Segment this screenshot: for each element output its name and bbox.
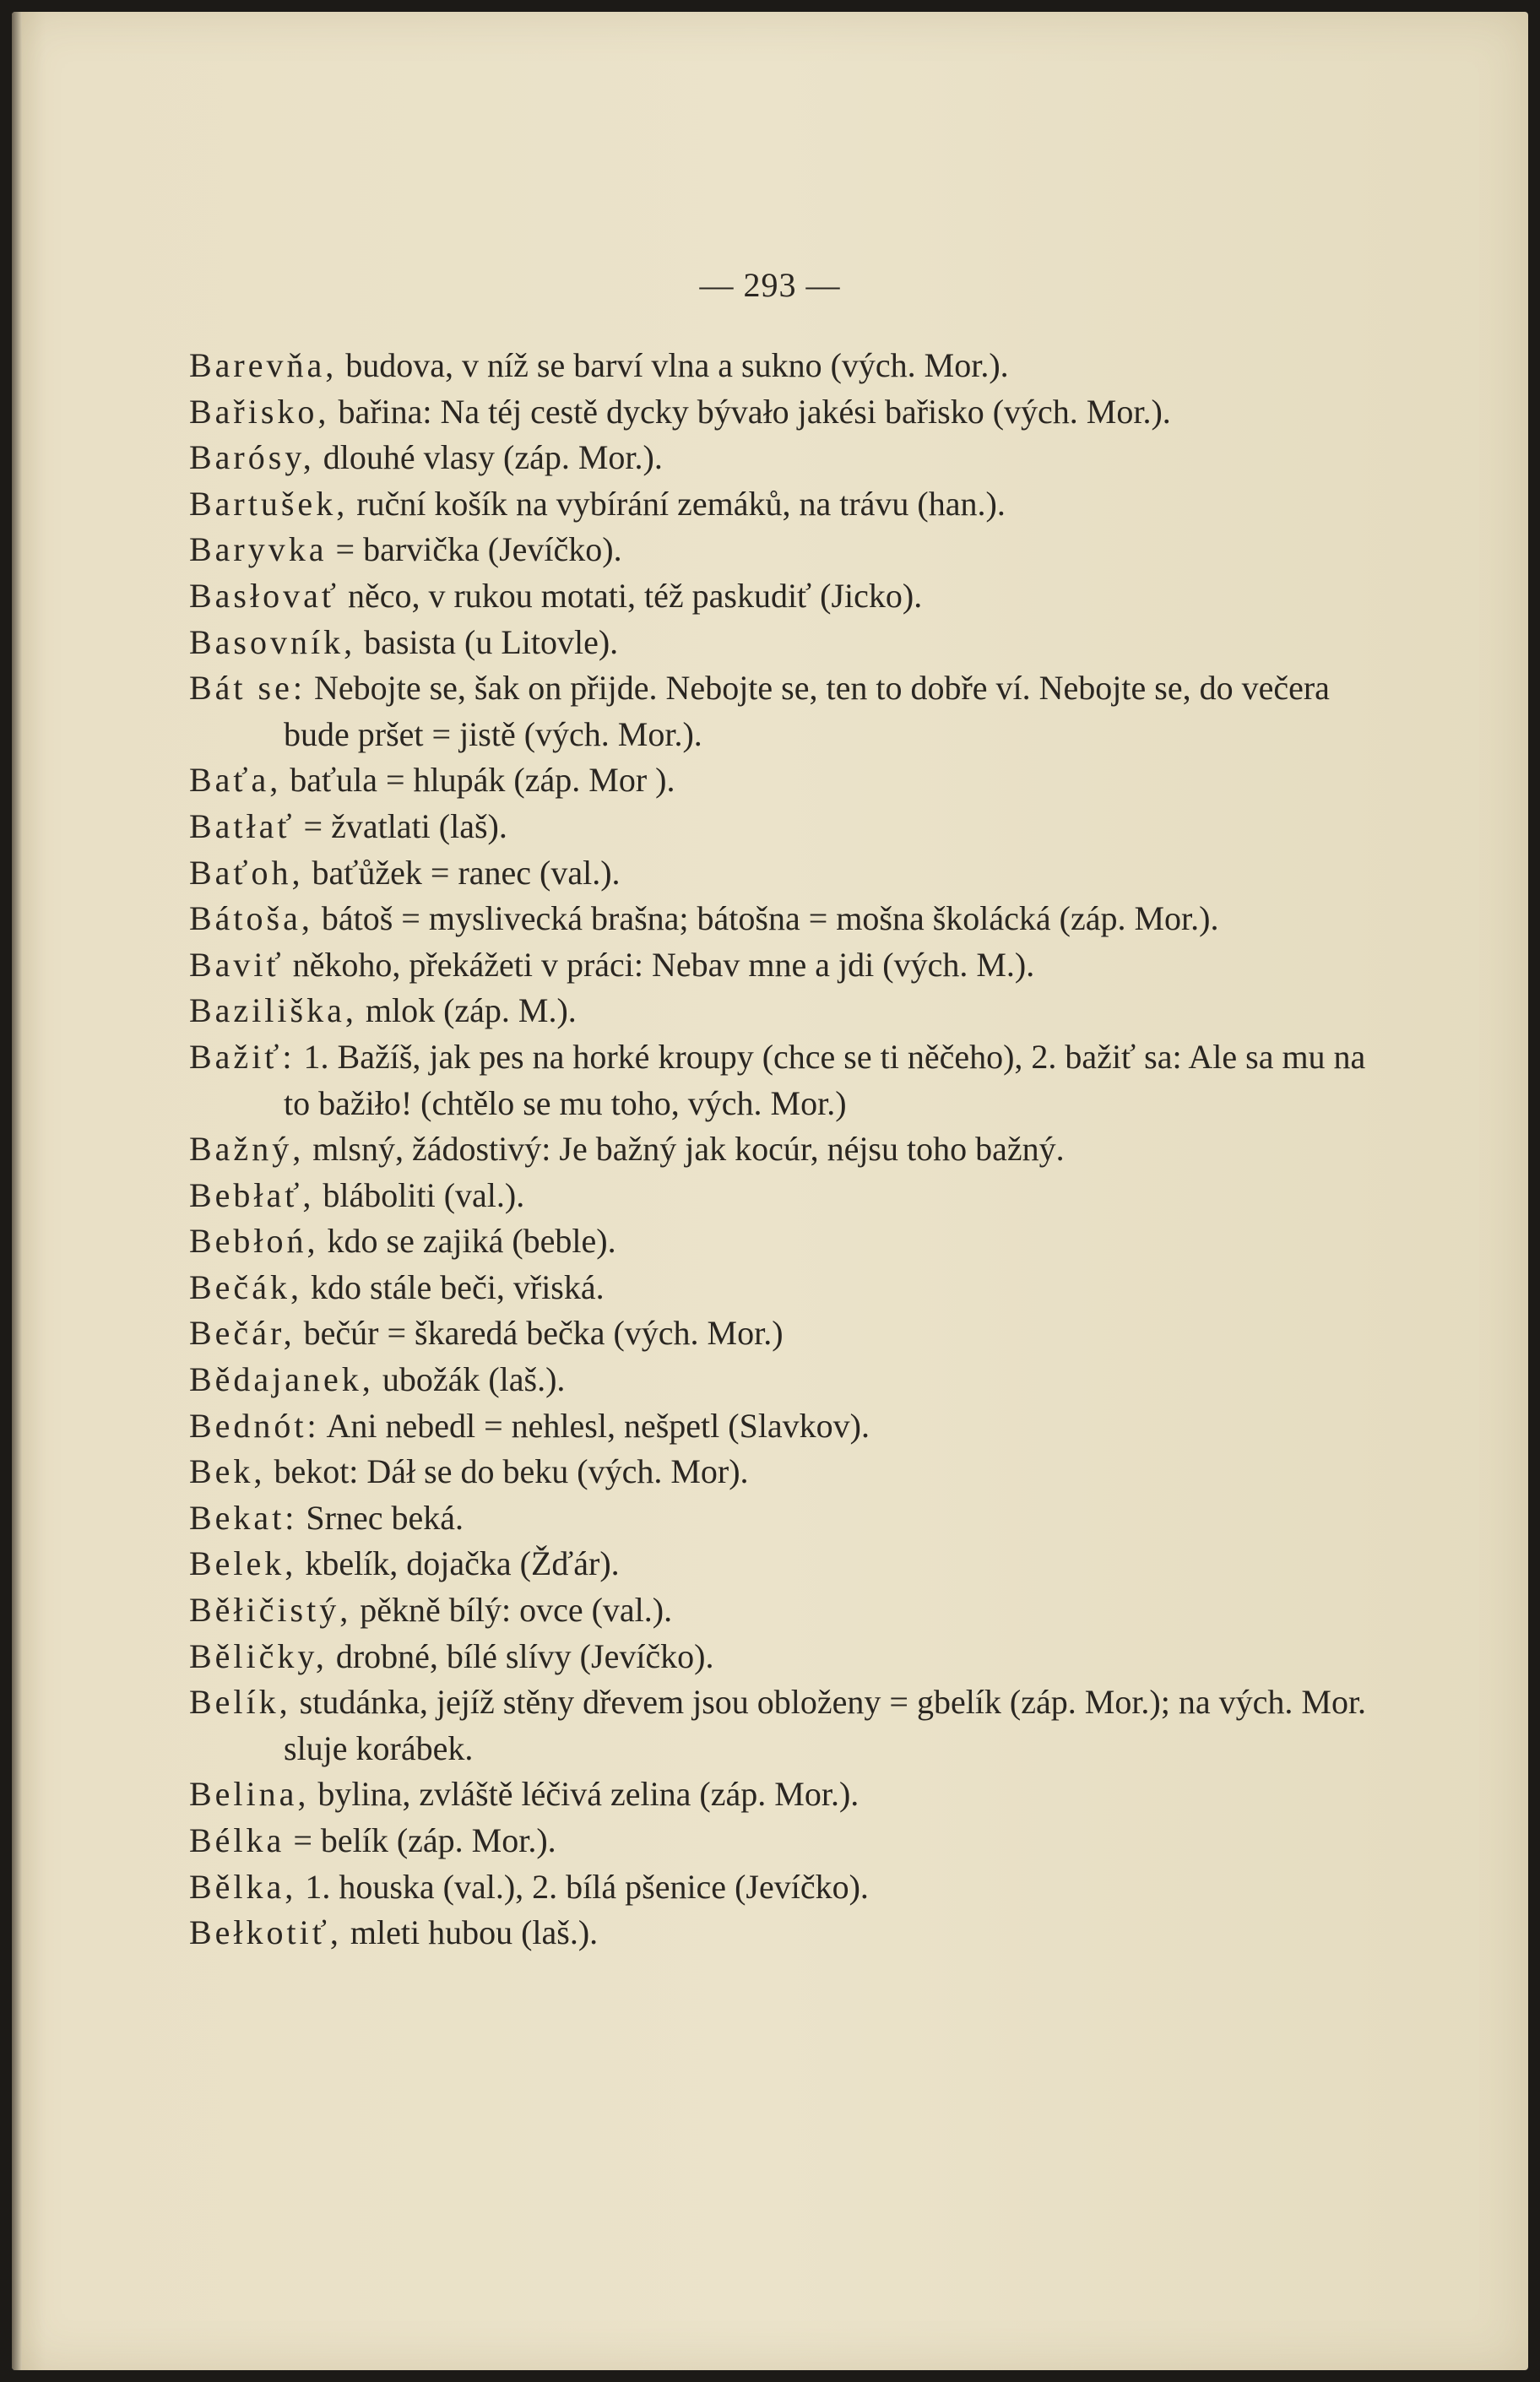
entry-headword: Baziliška, bbox=[189, 991, 357, 1030]
entry-definition: bátoš = myslivecká brašna; bátošna = mošna školácká (záp. Mor.). bbox=[312, 899, 1219, 938]
entry-headword: Bátoša, bbox=[189, 899, 313, 938]
entry-headword: Bednót: bbox=[189, 1406, 320, 1445]
dictionary-entries bbox=[189, 343, 1388, 1956]
page-number: — 293 — bbox=[699, 266, 841, 304]
entry-headword: Basovník, bbox=[189, 622, 356, 661]
entry-headword: Bát se: bbox=[189, 669, 306, 708]
entry-definition: bláboliti (val.). bbox=[314, 1175, 525, 1214]
entry-headword: Belík, bbox=[189, 1683, 291, 1722]
entry-headword: Baťoh, bbox=[189, 853, 304, 892]
dictionary-entry bbox=[189, 1864, 1388, 1911]
dictionary-entry bbox=[189, 1034, 1388, 1126]
entry-headword: Bek, bbox=[189, 1452, 266, 1491]
entry-headword: Baťa, bbox=[189, 761, 282, 800]
entry-headword: Bědajanek, bbox=[189, 1360, 374, 1399]
entry-definition: budova, v níž se barví vlna a sukno (vých. Mor.). bbox=[337, 346, 1009, 384]
entry-definition: ubožák (laš.). bbox=[373, 1360, 566, 1399]
page-gutter-shadow bbox=[12, 12, 22, 2370]
entry-definition: mleti hubou (laš.). bbox=[341, 1913, 599, 1952]
entry-definition: Ani nebedl = nehlesl, nešpetl (Slavkov). bbox=[319, 1406, 870, 1445]
entry-definition: kdo stále beči, vřiská. bbox=[301, 1267, 605, 1306]
entry-definition: kbelík, dojačka (Žďár). bbox=[296, 1544, 620, 1583]
entry-headword: Bažiť: bbox=[189, 1037, 296, 1076]
dictionary-entry bbox=[189, 389, 1388, 436]
dictionary-entry bbox=[189, 942, 1388, 989]
entry-headword: Belina, bbox=[189, 1775, 310, 1814]
dictionary-entry bbox=[189, 435, 1388, 481]
entry-definition: = belík (záp. Mor.). bbox=[285, 1821, 556, 1859]
entry-definition: 1. Bažíš, jak pes na horké kroupy (chce se ti něčeho), 2. bažiť sa: Ale sa mu na to bažiło! (chtělo se mu toho, vých. Mor.) bbox=[284, 1037, 1366, 1122]
entry-headword: Bebłať, bbox=[189, 1175, 315, 1214]
entry-definition: mlsný, žádostivý: Je bažný jak kocúr, néjsu toho bažný. bbox=[304, 1130, 1065, 1169]
dictionary-entry bbox=[189, 804, 1388, 850]
entry-definition: někoho, překážeti v práci: Nebav mne a jdi (vých. M.). bbox=[284, 945, 1035, 984]
entry-headword: Bařisko, bbox=[189, 392, 330, 431]
entry-definition: baťůžek = ranec (val.). bbox=[303, 853, 621, 892]
dictionary-entry bbox=[189, 1449, 1388, 1495]
entry-headword: Barevňa, bbox=[189, 346, 338, 384]
dictionary-entry bbox=[189, 757, 1388, 804]
entry-headword: Bečák, bbox=[189, 1267, 302, 1306]
entry-definition: = žvatlati (laš). bbox=[295, 806, 507, 845]
entry-definition: bařina: Na téj cestě dycky bývało jakési bařisko (vých. Mor.). bbox=[329, 392, 1171, 431]
dictionary-entry bbox=[189, 1772, 1388, 1818]
entry-headword: Běłičistý, bbox=[189, 1591, 352, 1630]
entry-headword: Basłovať bbox=[189, 576, 339, 615]
entry-definition: Srnec beká. bbox=[297, 1498, 464, 1537]
entry-definition: mlok (záp. M.). bbox=[356, 991, 577, 1030]
dictionary-entry bbox=[189, 1403, 1388, 1450]
dictionary-entry bbox=[189, 481, 1388, 528]
dictionary-entry bbox=[189, 573, 1388, 620]
entry-headword: Belek, bbox=[189, 1544, 297, 1583]
entry-definition: Nebojte se, šak on přijde. Nebojte se, ten to dobře ví. Nebojte se, do večera bude pršet = jistě (vých. Mor.). bbox=[284, 669, 1330, 753]
dictionary-entry bbox=[189, 1218, 1388, 1265]
dictionary-entry bbox=[189, 1126, 1388, 1173]
entry-headword: Bečár, bbox=[189, 1314, 296, 1353]
entry-definition: něco, v rukou motati, též paskudiť (Jicko). bbox=[339, 576, 923, 615]
dictionary-entry bbox=[189, 1679, 1388, 1772]
dictionary-entry bbox=[189, 665, 1388, 757]
entry-definition: kdo se zajiká (beble). bbox=[318, 1222, 616, 1261]
dictionary-entry bbox=[189, 896, 1388, 942]
dictionary-entry bbox=[189, 1495, 1388, 1542]
entry-headword: Bekat: bbox=[189, 1498, 298, 1537]
dictionary-entry bbox=[189, 1818, 1388, 1864]
entry-definition: dlouhé vlasy (záp. Mor.). bbox=[314, 438, 663, 477]
dictionary-entry bbox=[189, 850, 1388, 897]
entry-definition: bylina, zvláště léčivá zelina (záp. Mor.). bbox=[309, 1775, 859, 1814]
entry-definition: = barvička (Jevíčko). bbox=[327, 530, 622, 569]
dictionary-entry bbox=[189, 527, 1388, 573]
entry-headword: Bartušek, bbox=[189, 484, 349, 523]
entry-definition: pěkně bílý: ovce (val.). bbox=[351, 1591, 673, 1630]
entry-definition: baťula = hlupák (záp. Mor ). bbox=[281, 761, 675, 800]
dictionary-entry bbox=[189, 1910, 1388, 1956]
entry-definition: bečúr = škaredá bečka (vých. Mor.) bbox=[295, 1314, 784, 1353]
entry-definition: drobné, bílé slívy (Jevíčko). bbox=[327, 1636, 714, 1675]
dictionary-entry bbox=[189, 988, 1388, 1034]
entry-headword: Baviť bbox=[189, 945, 285, 984]
entry-headword: Bělka, bbox=[189, 1867, 297, 1906]
dictionary-entry bbox=[189, 1587, 1388, 1634]
entry-headword: Bažný, bbox=[189, 1130, 305, 1169]
entry-headword: Bélka bbox=[189, 1821, 285, 1859]
entry-headword: Batłať bbox=[189, 806, 296, 845]
entry-definition: basista (u Litovle). bbox=[355, 622, 619, 661]
entry-headword: Bebłoń, bbox=[189, 1222, 319, 1261]
dictionary-entry bbox=[189, 343, 1388, 389]
entry-headword: Baryvka bbox=[189, 530, 328, 569]
dictionary-entry bbox=[189, 1310, 1388, 1357]
dictionary-entry bbox=[189, 1634, 1388, 1680]
dictionary-entry bbox=[189, 1357, 1388, 1403]
entry-definition: ruční košík na vybírání zemáků, na trávu (han.). bbox=[348, 484, 1006, 523]
entry-headword: Barósy, bbox=[189, 438, 315, 477]
book-page bbox=[12, 12, 1528, 2370]
entry-headword: Běličky, bbox=[189, 1636, 328, 1675]
dictionary-entry bbox=[189, 620, 1388, 666]
dictionary-entry bbox=[189, 1265, 1388, 1311]
dictionary-entry bbox=[189, 1173, 1388, 1219]
entry-definition: studánka, jejíž stěny dřevem jsou obloženy = gbelík (záp. Mor.); na vých. Mor. sluje korábek. bbox=[284, 1683, 1367, 1767]
entry-definition: 1. houska (val.), 2. bílá pšenice (Jevíčko). bbox=[296, 1867, 869, 1906]
dictionary-entry bbox=[189, 1541, 1388, 1587]
entry-definition: bekot: Dáł se do beku (vých. Mor). bbox=[265, 1452, 749, 1491]
entry-headword: Bełkotiť, bbox=[189, 1913, 342, 1952]
